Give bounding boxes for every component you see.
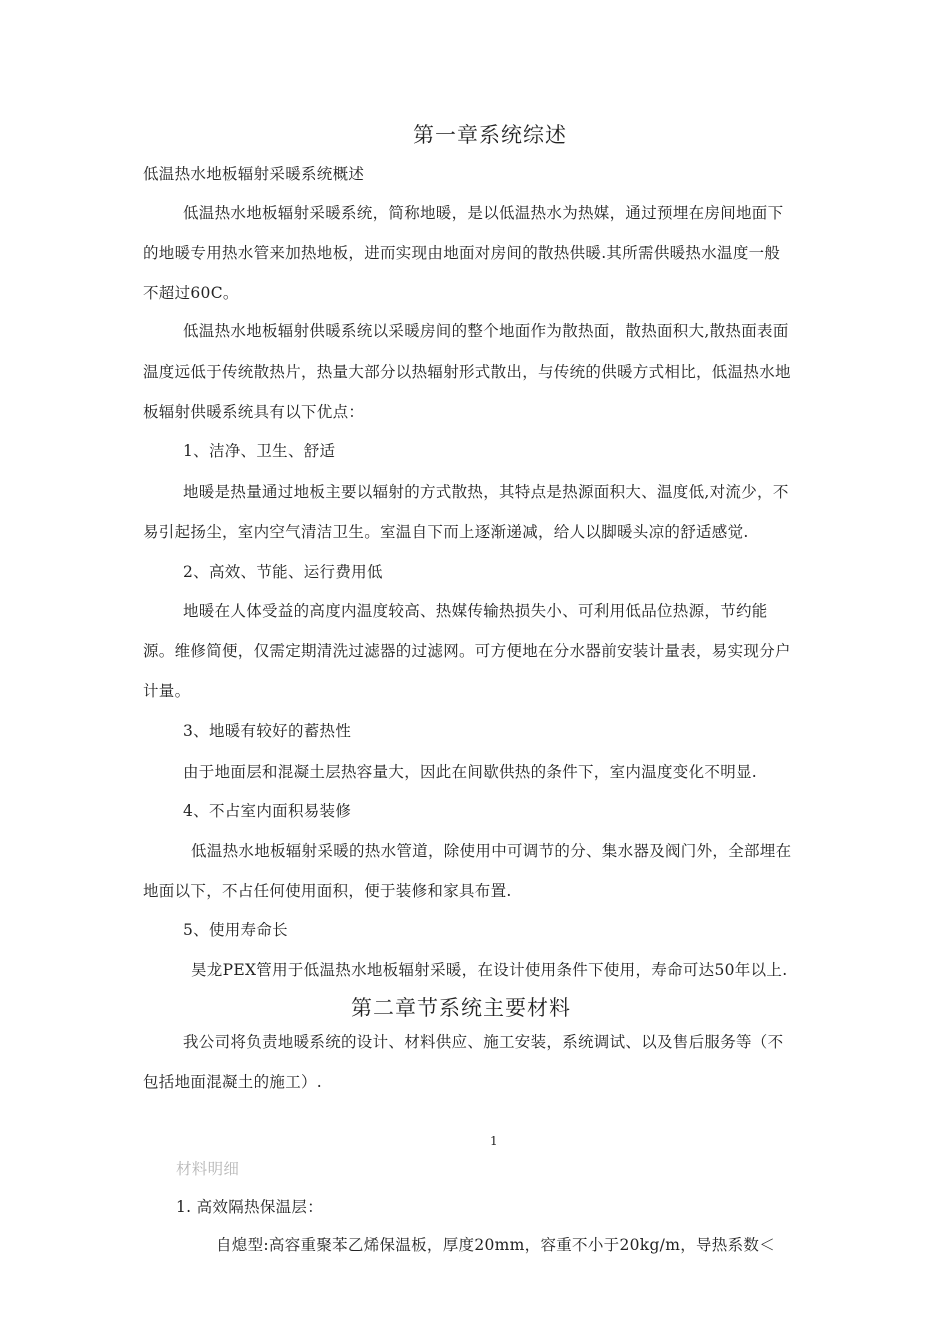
- paragraph-line: 源。维修简便，仅需定期清洗过滤器的过滤网。可方便地在分水器前安装计量表，易实现分户: [143, 642, 791, 660]
- item-heading: 4、不占室内面积易装修: [183, 802, 352, 820]
- chapter1-subtitle: 低温热水地板辐射采暖系统概述: [143, 165, 365, 183]
- paragraph-line: 地暖是热量通过地板主要以辐射的方式散热，其特点是热源面积大、温度低,对流少，不: [183, 483, 789, 501]
- paragraph-line: 不超过60C。: [143, 284, 239, 302]
- item-heading: 1、洁净、卫生、舒适: [183, 442, 336, 460]
- paragraph-line: 的地暖专用热水管来加热地板，进而实现由地面对房间的散热供暖.其所需供暖热水温度一般: [143, 244, 781, 262]
- item-heading: 2、高效、节能、运行费用低: [183, 563, 383, 581]
- paragraph-line: 易引起扬尘，室内空气清洁卫生。室温自下而上逐渐递减，给人以脚暖头凉的舒适感觉.: [143, 523, 749, 541]
- paragraph-line: 低温热水地板辐射采暖的热水管道，除使用中可调节的分、集水器及阀门外，全部埋在: [191, 842, 792, 860]
- paragraph-line: 地暖在人体受益的高度内温度较高、热媒传输热损失小、可利用低品位热源，节约能: [183, 602, 768, 620]
- paragraph-line: 地面以下，不占任何使用面积，便于装修和家具布置.: [143, 882, 512, 900]
- paragraph-line: 包括地面混凝土的施工）.: [143, 1073, 323, 1091]
- chapter2-title: 第二章节系统主要材料: [351, 996, 571, 1020]
- paragraph-line: 由于地面层和混凝土层热容量大，因此在间歇供热的条件下，室内温度变化不明显.: [183, 763, 758, 781]
- page-number: 1: [490, 1134, 498, 1148]
- paragraph-line: 板辐射供暖系统具有以下优点：: [143, 403, 365, 421]
- chapter1-title: 第一章系统综述: [413, 123, 567, 147]
- paragraph-line: 我公司将负责地暖系统的设计、材料供应、施工安装，系统调试、以及售后服务等（不: [183, 1033, 784, 1051]
- item-heading: 3、地暖有较好的蓄热性: [183, 722, 352, 740]
- item-heading: 5、使用寿命长: [183, 921, 288, 939]
- materials-item: 1. 高效隔热保温层：: [176, 1198, 324, 1216]
- paragraph-line: 温度远低于传统散热片，热量大部分以热辐射形式散出，与传统的供暖方式相比，低温热水地: [143, 363, 791, 381]
- paragraph-line: 计量。: [143, 682, 191, 700]
- materials-label: 材料明细: [176, 1160, 240, 1178]
- paragraph-line: 昊龙PEX管用于低温热水地板辐射采暖，在设计使用条件下使用，寿命可达50年以上.: [191, 961, 788, 979]
- paragraph-line: 低温热水地板辐射供暖系统以采暖房间的整个地面作为散热面，散热面积大,散热面表面: [183, 322, 789, 340]
- materials-item-detail: 自熄型:高容重聚苯乙烯保温板，厚度20mm，容重不小于20kg/m，导热系数＜: [216, 1236, 775, 1254]
- paragraph-line: 低温热水地板辐射采暖系统，简称地暖，是以低温热水为热媒，通过预埋在房间地面下: [183, 204, 784, 222]
